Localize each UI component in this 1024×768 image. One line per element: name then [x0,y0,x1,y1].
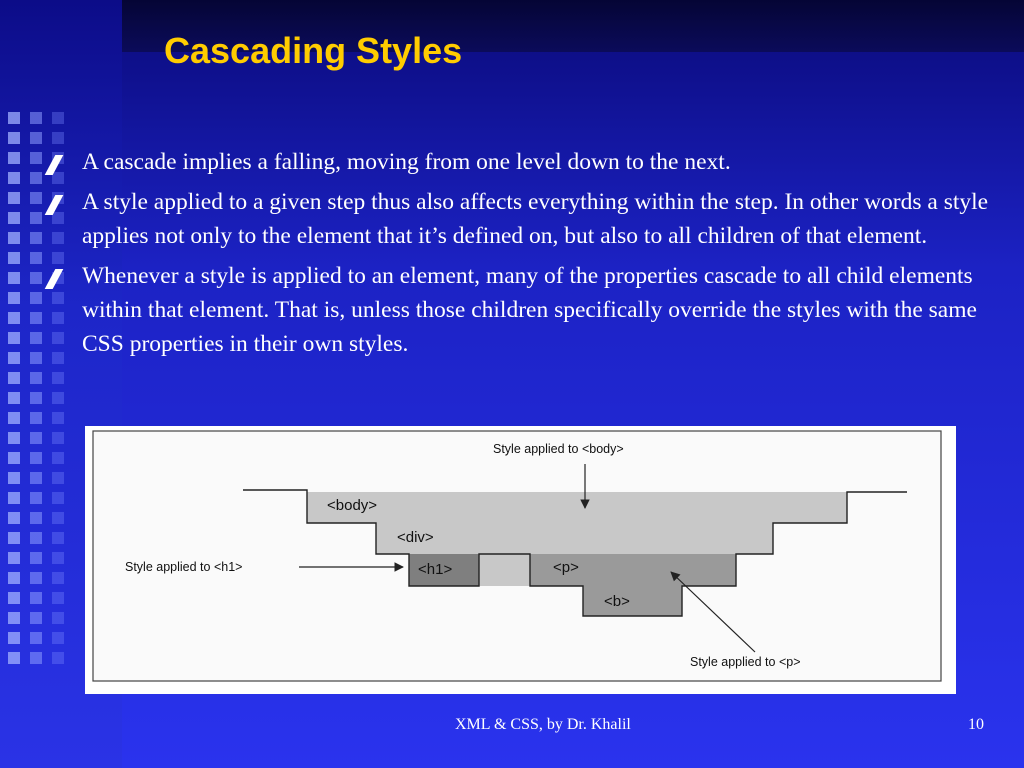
bullet-item [48,145,993,179]
label-b: <b> [604,593,630,610]
footer-text: XML & CSS, by Dr. Khalil [455,716,631,733]
page-number: 10 [968,716,984,733]
bullet-text: A style applied to a given step thus also affects everything within the step. In other words a style applies not only to the element that it’s defined on, but also to all children of that element. [82,189,989,249]
cascade-diagram [85,426,956,694]
decorative-squares [8,112,20,672]
label-body: <body> [327,497,378,514]
bullet-icon [45,269,64,289]
label-style-p: Style applied to <p> [690,655,801,669]
bullet-list [48,145,993,367]
bullet-icon [45,155,64,175]
bullet-text: Whenever a style is applied to an element, many of the properties cascade to all child elements within that element. That is, unless those children specifically override the styles with the same CSS properties in their own styles. [82,263,977,357]
slide-title: Cascading Styles [164,30,463,71]
label-div: <div> [397,529,434,546]
bullet-text: A cascade implies a falling, moving from one level down to the next. [82,149,731,175]
label-h1: <h1> [418,561,453,578]
label-p: <p> [553,559,579,576]
bullet-item [48,185,993,253]
label-style-body: Style applied to <body> [493,442,624,456]
bullet-item [48,259,993,361]
label-style-h1: Style applied to <h1> [125,560,243,574]
bullet-icon [45,195,64,215]
decorative-squares [30,112,42,672]
